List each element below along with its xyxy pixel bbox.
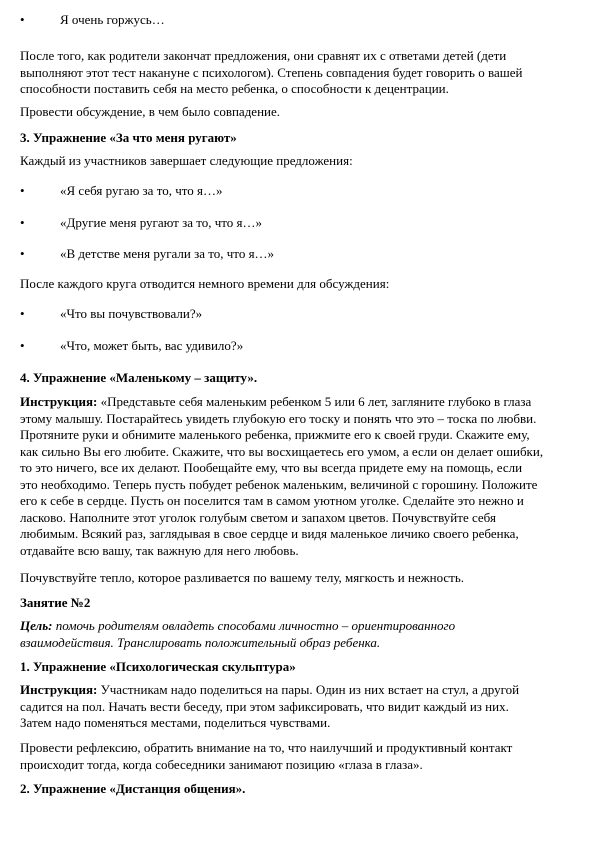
bullet-text: «Я себя ругаю за то, что я…» [60, 183, 223, 198]
instruction-label: Инструкция: [20, 394, 98, 409]
bullet-text: «Другие меня ругают за то, что я…» [60, 215, 263, 230]
heading-session-2: Занятие №2 [20, 595, 91, 610]
bullet-icon: • [20, 183, 25, 198]
paragraph-after-sentences: После того, как родители закончат предложения, они сравнят их с ответами детей (дети выполняют этот тест накануне с психологом). Степень совпадения будет говорить о вашей способности поставить себя на место ребенка, о способности к децентрации. [20, 48, 523, 96]
paragraph-reflection: Провести рефлексию, обратить внимание на то, что наилучший и продуктивный контакт происходит тогда, когда собеседники занимают позицию «глаза в глаза». [20, 740, 513, 772]
paragraph-warmth: Почувствуйте тепло, которое разливается по вашему телу, мягкость и нежность. [20, 570, 465, 585]
goal-label: Цель: [20, 618, 53, 633]
bullet-text: «Что вы почувствовали?» [60, 306, 203, 321]
heading-exercise-1: 1. Упражнение «Психологическая скульптура» [20, 659, 296, 674]
instruction-label: Инструкция: [20, 682, 98, 697]
bullet-icon: • [20, 215, 25, 230]
bullet-icon: • [20, 246, 25, 261]
paragraph-goal: Цель: помочь родителям овладеть способами личностно – ориентированного взаимодействия. Транслировать положительный образ ребенка. [20, 618, 456, 650]
bullet-icon: • [20, 12, 25, 27]
bullet-icon: • [20, 338, 25, 353]
heading-exercise-2: 2. Упражнение «Дистанция общения». [20, 781, 246, 796]
bullet-text: «В детстве меня ругали за то, что я…» [60, 246, 275, 261]
heading-exercise-3: 3. Упражнение «За что меня ругают» [20, 130, 237, 145]
paragraph-exercise-4-instruction: Инструкция: «Представьте себя маленьким ребенком 5 или 6 лет, загляните глубоко в глаза этому малышу. Постарайтесь увидеть глубокую его тоску и понять что это – тоска по любви. Протяните руки и обнимите маленького ребенка, прижмите его к своей груди. Скажите ему, как сильно Вы его любите. Скажите, что вы восхищаетесь его умом, а если он делает ошибки, то это ничего, все их делают. Пообещайте ему, что вы всегда придете ему на помощь, если это необходимо. Теперь пусть побудет ребенок маленьким, величиной с горошину. Положите его к себе в сердце. Пусть он поселится там в самом уютном уголке. Сделайте это нежно и ласково. Наполните этот уголок голубым светом и запахом цветов. Почувствуйте себя любимым. Всякий раз, заглядывая в свое сердце и видя маленькое личико своего ребенка, отдавайте всю вашу, так важную для него любовь. [20, 394, 544, 558]
paragraph-exercise-1-instruction: Инструкция: Участникам надо поделиться на пары. Один из них встает на стул, а другой садится на пол. Начать вести беседу, при этом зафиксировать, что видит каждый из них. Затем надо поменяться местами, поделиться чувствами. [20, 682, 520, 730]
bullet-text: Я очень горжусь… [60, 12, 165, 27]
paragraph-after-round: После каждого круга отводится немного времени для обсуждения: [20, 276, 390, 291]
heading-exercise-4: 4. Упражнение «Маленькому – защиту». [20, 370, 258, 385]
bullet-text: «Что, может быть, вас удивило?» [60, 338, 244, 353]
paragraph-discussion: Провести обсуждение, в чем было совпадение. [20, 104, 281, 119]
bullet-icon: • [20, 306, 25, 321]
paragraph-exercise-3-intro: Каждый из участников завершает следующие предложения: [20, 153, 353, 168]
